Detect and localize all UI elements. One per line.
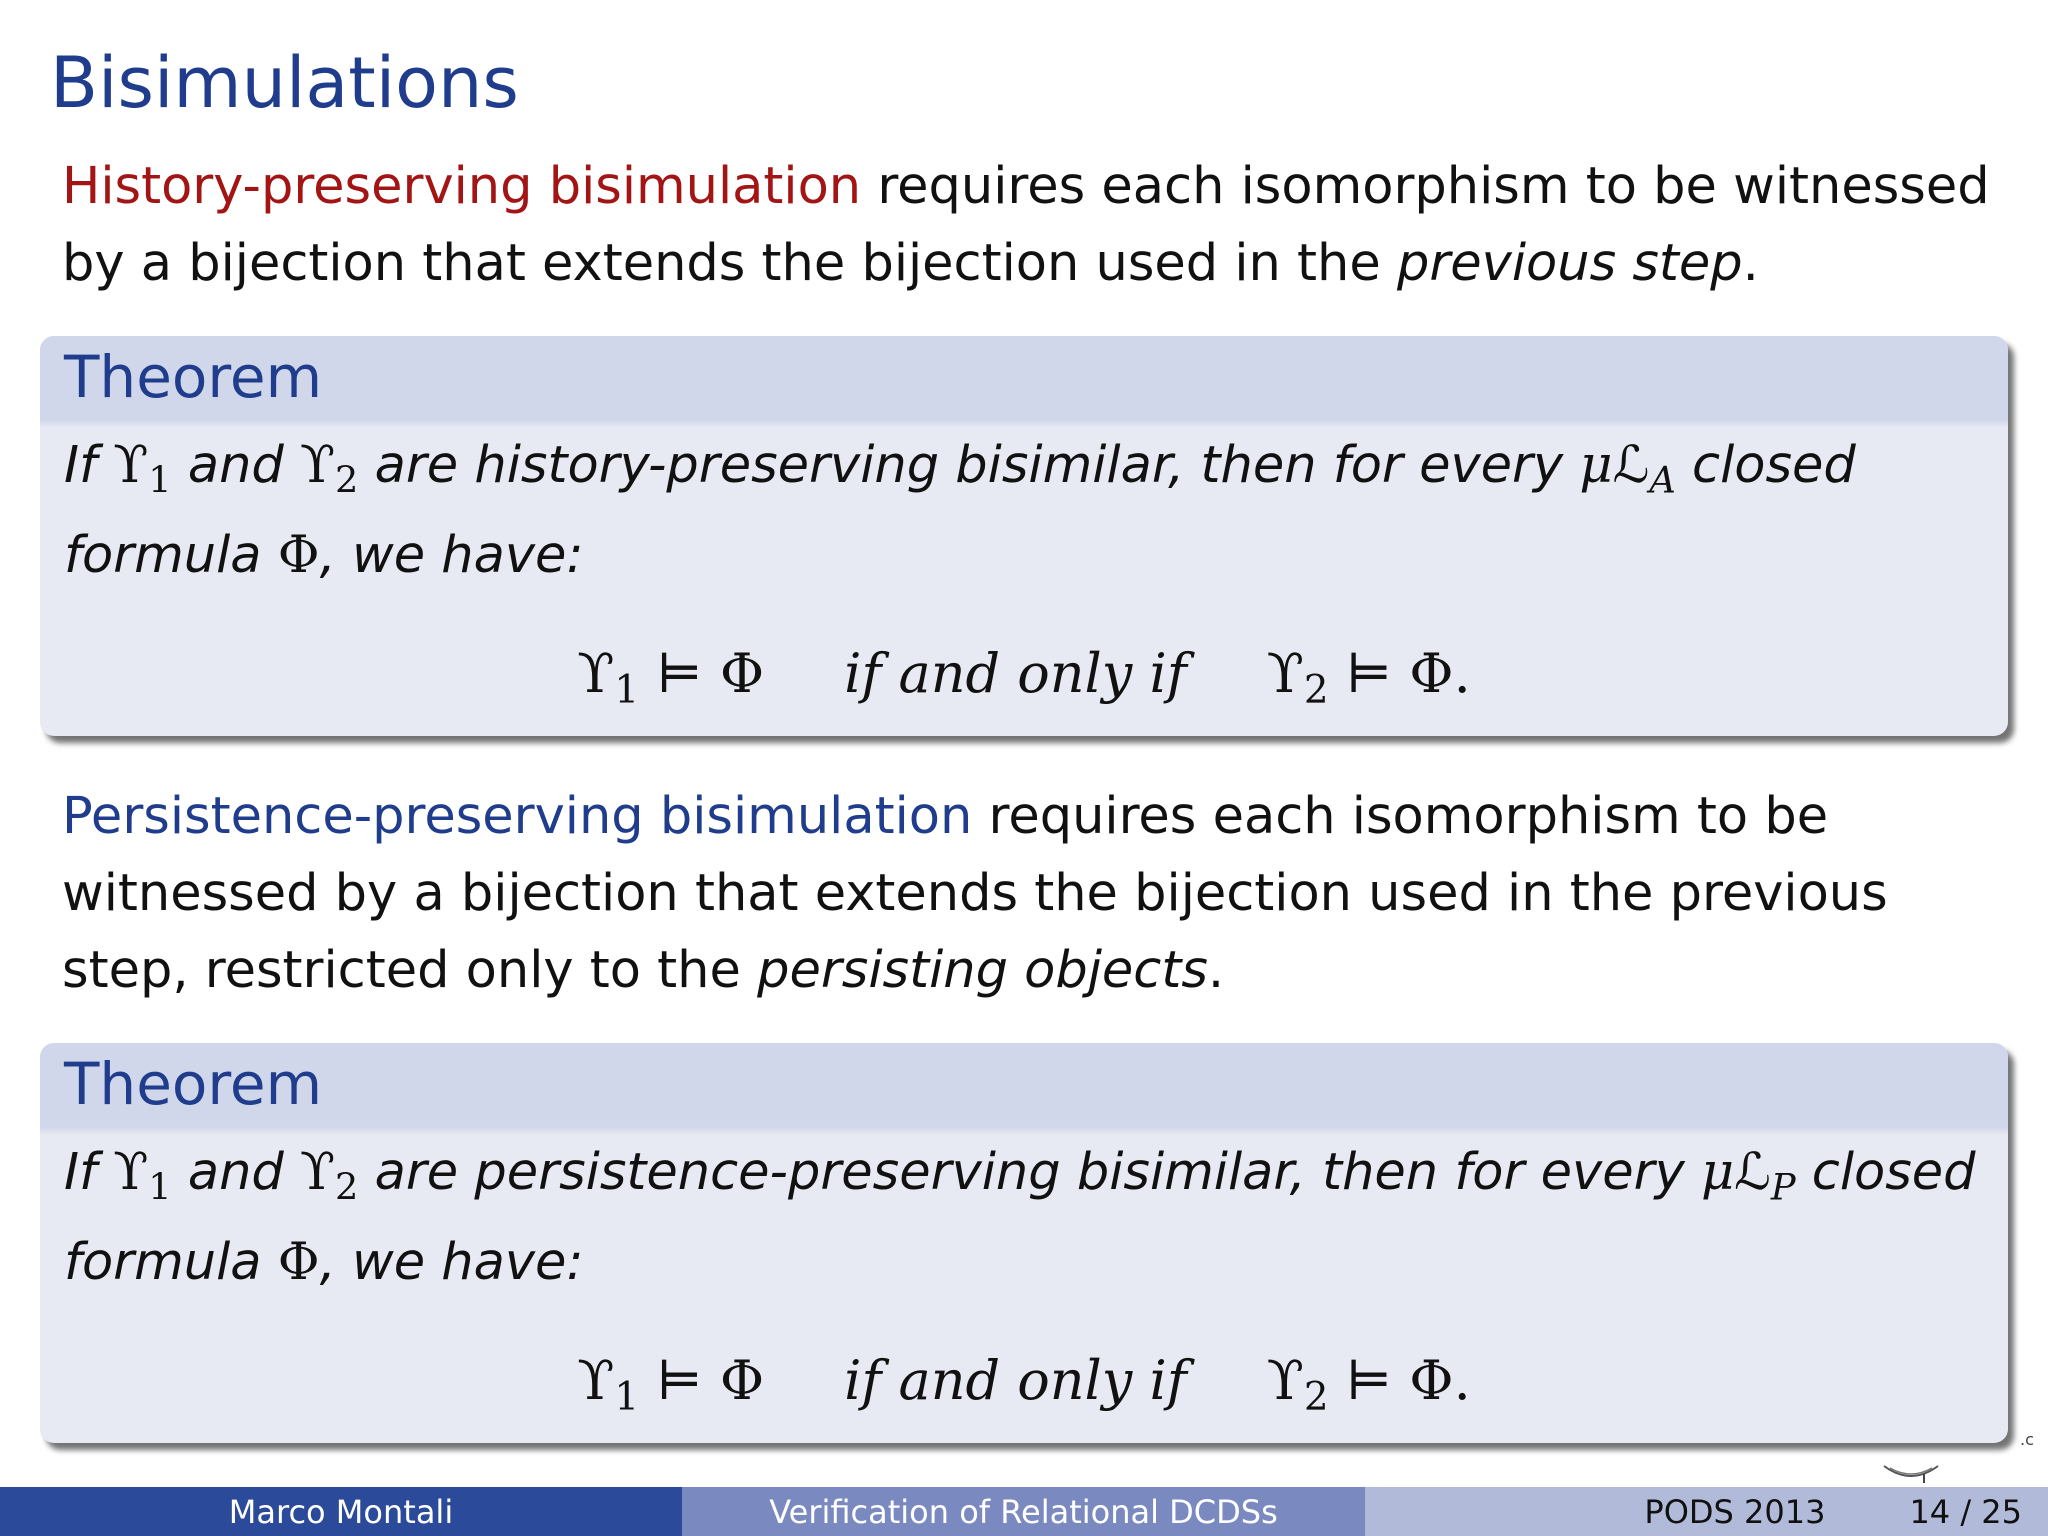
theorem-title: Theorem <box>64 1050 323 1118</box>
term-persistence-preserving: Persistence-preserving bisimulation <box>62 787 973 846</box>
frame-title: Bisimulations <box>50 42 519 124</box>
footer-talk-title: Verification of Relational DCDSs <box>682 1487 1365 1536</box>
footer-bar <box>0 1487 2048 1536</box>
theorem-display-equation: $ϒ_1$ ⊨ Φ if and only if $ϒ_2$ ⊨ Φ. <box>577 642 1471 713</box>
navigation-mark-icon: .c <box>2020 1430 2034 1449</box>
theorem-block-1 <box>40 336 2008 736</box>
term-history-preserving: History-preserving bisimulation <box>62 157 862 216</box>
paragraph-persistence-preserving <box>62 778 2012 1009</box>
theorem-block-2 <box>40 1043 2008 1443</box>
theorem-header <box>40 336 2008 420</box>
paragraph-text: requires each isomorphism to be witnessed by a bijection that extends the bijection used in the <box>62 157 1990 293</box>
theorem-statement: If $ϒ_1$ and $ϒ_2$ are persistence-preserving bisimilar, then for every μℒ$_P$ closed formula Φ, we have: <box>64 1143 1976 1293</box>
theorem-title: Theorem <box>64 343 323 411</box>
university-seal-icon <box>1880 1452 1942 1484</box>
footer-conference: PODS 2013 <box>1644 1492 1826 1531</box>
emphasis-previous-step: previous step <box>1396 234 1743 293</box>
footer-author: Marco Montali <box>0 1487 682 1536</box>
theorem-display-equation: $ϒ_1$ ⊨ Φ if and only if $ϒ_2$ ⊨ Φ. <box>577 1349 1471 1420</box>
emphasis-persisting-objects: persisting objects <box>757 941 1208 1000</box>
footer-page-number: 14 / 25 <box>1909 1492 2022 1531</box>
footer-meta <box>1365 1487 2048 1536</box>
theorem-statement: If $ϒ_1$ and $ϒ_2$ are history-preserving bisimilar, then for every μℒ$_A$ closed formula Φ, we have: <box>64 436 1856 586</box>
paragraph-text: requires each isomorphism to be witnessed by a bijection that extends the bijection used in the previous step, restricted only to the <box>62 787 1888 1000</box>
paragraph-history-preserving <box>62 148 2012 302</box>
paragraph-end: . <box>1742 234 1759 293</box>
theorem-header <box>40 1043 2008 1127</box>
paragraph-end: . <box>1207 941 1225 1000</box>
